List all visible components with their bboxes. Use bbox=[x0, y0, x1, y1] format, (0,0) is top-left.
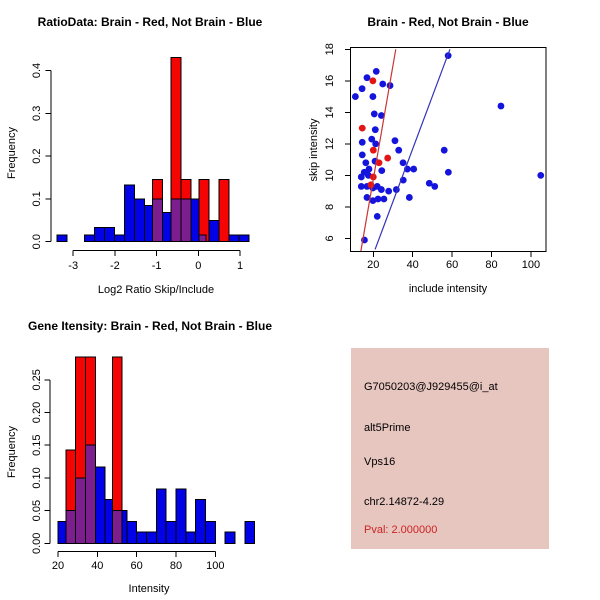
tick-label: 40 bbox=[91, 560, 104, 572]
tick-label: 40 bbox=[406, 259, 419, 271]
scatter-point-blue bbox=[395, 147, 402, 154]
scatter-point-blue bbox=[498, 103, 505, 110]
scatter-point-blue bbox=[359, 85, 366, 92]
scatter-point-blue bbox=[370, 93, 377, 100]
scatter-point-blue bbox=[374, 213, 381, 220]
gene-histogram-xlabel: Intensity bbox=[128, 583, 170, 595]
tick-label: 80 bbox=[485, 259, 498, 271]
tick-label: -2 bbox=[110, 260, 120, 272]
tick-label: 60 bbox=[130, 560, 143, 572]
ratio-histogram-panel bbox=[6, 15, 263, 296]
histogram-bar-blue bbox=[95, 467, 105, 544]
histogram-bar-purple bbox=[112, 511, 122, 544]
histogram-bar-blue bbox=[166, 522, 176, 544]
tick-label: 0 bbox=[195, 260, 202, 272]
tick-label: 0.15 bbox=[31, 434, 43, 456]
scatter-title: Brain - Red, Not Brain - Blue bbox=[367, 15, 529, 29]
tick-label: 20 bbox=[51, 560, 65, 572]
gene-histogram-ylabel: Frequency bbox=[6, 426, 18, 478]
tick-label: -1 bbox=[151, 260, 162, 272]
regression-line-blue bbox=[375, 49, 450, 249]
tick-label: 10 bbox=[324, 169, 336, 182]
scatter-point-blue bbox=[362, 159, 369, 166]
scatter-point-blue bbox=[441, 147, 448, 154]
scatter-point-blue bbox=[372, 140, 379, 147]
scatter-xlabel: include intensity bbox=[408, 283, 488, 295]
scatter-ylabel: skip intensity bbox=[308, 118, 320, 182]
histogram-bar-blue bbox=[58, 522, 66, 544]
tick-label: 60 bbox=[445, 259, 459, 271]
gene-histogram-title: Gene Itensity: Brain - Red, Not Brain - Blue bbox=[27, 319, 273, 333]
histogram-bar-blue bbox=[105, 499, 112, 543]
tick-label: 0.3 bbox=[31, 105, 43, 121]
tick-label: 20 bbox=[367, 259, 380, 271]
scatter-point-blue bbox=[371, 111, 378, 118]
histogram-bar-blue bbox=[196, 499, 206, 543]
tick-label: 0.2 bbox=[31, 148, 43, 164]
histogram-bar-blue bbox=[162, 213, 170, 242]
histogram-bar-blue bbox=[84, 235, 94, 242]
ratio-histogram-title: RatioData: Brain - Red, Not Brain - Blue bbox=[37, 15, 263, 29]
scatter-point-red bbox=[359, 125, 366, 132]
histogram-bar-blue bbox=[156, 489, 166, 543]
scatter-point-blue bbox=[352, 93, 359, 100]
scatter-point-red bbox=[370, 147, 377, 154]
scatter-panel bbox=[308, 15, 546, 295]
histogram-bar-blue bbox=[229, 235, 239, 242]
histogram-bar-purple bbox=[66, 511, 76, 544]
gene-histogram-plot bbox=[31, 357, 255, 572]
scatter-point-blue bbox=[364, 74, 371, 81]
scatter-point-blue bbox=[445, 169, 452, 176]
histogram-bar-blue bbox=[146, 532, 156, 543]
tick-label: 12 bbox=[324, 137, 336, 150]
tick-label: 18 bbox=[324, 43, 336, 56]
histogram-bar-blue bbox=[209, 220, 219, 241]
scatter-point-blue bbox=[431, 183, 438, 190]
info-panel bbox=[351, 348, 549, 549]
info-line-pval: Pval: 2.000000 bbox=[364, 524, 438, 536]
tick-label: 100 bbox=[206, 560, 225, 572]
tick-label: 0.4 bbox=[31, 62, 43, 79]
histogram-bar-purple bbox=[152, 199, 162, 242]
tick-label: 6 bbox=[324, 235, 336, 242]
histogram-bar-blue bbox=[176, 489, 186, 543]
ratio-histogram-plot bbox=[31, 58, 249, 272]
histogram-bar-purple bbox=[199, 235, 206, 242]
info-line-locus: chr2.14872-4.29 bbox=[364, 496, 445, 508]
scatter-point-blue bbox=[358, 174, 365, 181]
scatter-point-blue bbox=[378, 167, 385, 174]
gene-histogram-panel bbox=[6, 319, 272, 595]
tick-label: 100 bbox=[521, 259, 541, 271]
scatter-point-blue bbox=[372, 126, 379, 133]
histogram-bar-blue bbox=[186, 532, 196, 543]
histogram-bar-blue bbox=[245, 522, 255, 544]
tick-label: 14 bbox=[324, 106, 336, 119]
histogram-bar-blue bbox=[134, 199, 144, 242]
histogram-bar-purple bbox=[76, 478, 86, 543]
scatter-point-blue bbox=[537, 172, 544, 179]
histogram-bar-blue bbox=[239, 235, 249, 242]
tick-label: 80 bbox=[169, 560, 183, 572]
scatter-point-blue bbox=[379, 81, 386, 88]
ratio-histogram-xlabel: Log2 Ratio Skip/Include bbox=[97, 284, 215, 296]
scatter-point-red bbox=[370, 77, 377, 84]
scatter-point-blue bbox=[378, 186, 385, 193]
info-line-gene-name: Vps16 bbox=[364, 456, 396, 468]
plot-box bbox=[351, 48, 546, 252]
histogram-bar-blue bbox=[122, 511, 127, 544]
tick-label: 0.10 bbox=[31, 467, 43, 489]
tick-label: 0.05 bbox=[31, 499, 43, 522]
tick-label: 16 bbox=[324, 74, 336, 87]
tick-label: 1 bbox=[236, 260, 244, 272]
histogram-bar-blue bbox=[94, 228, 104, 242]
histogram-bar-red bbox=[199, 180, 209, 242]
histogram-bar-blue bbox=[205, 522, 215, 544]
scatter-point-blue bbox=[381, 196, 388, 203]
histogram-bar-red bbox=[219, 180, 229, 242]
scatter-point-blue bbox=[385, 188, 392, 195]
tick-label: 0.00 bbox=[31, 532, 43, 555]
scatter-point-blue bbox=[359, 151, 366, 158]
scatter-plot bbox=[324, 43, 546, 271]
tick-label: 0.1 bbox=[31, 191, 43, 207]
tick-label: -3 bbox=[68, 260, 79, 272]
histogram-bar-blue bbox=[127, 522, 137, 544]
histogram-bar-blue bbox=[225, 532, 235, 543]
tick-label: 0.20 bbox=[31, 401, 43, 424]
histogram-bar-purple bbox=[171, 199, 181, 242]
scatter-point-red bbox=[384, 155, 391, 162]
ratio-histogram-ylabel: Frequency bbox=[6, 127, 18, 179]
scatter-point-blue bbox=[400, 159, 407, 166]
scatter-point-blue bbox=[392, 137, 399, 144]
histogram-bar-blue bbox=[57, 235, 67, 242]
scatter-point-blue bbox=[373, 68, 380, 75]
scatter-point-blue bbox=[406, 194, 413, 201]
histogram-bar-blue bbox=[104, 228, 114, 242]
tick-label: 0.25 bbox=[31, 369, 43, 391]
info-line-splice-type: alt5Prime bbox=[364, 422, 411, 434]
tick-label: 0.0 bbox=[31, 234, 43, 250]
histogram-bar-purple bbox=[181, 199, 191, 242]
histogram-bar-blue bbox=[137, 532, 147, 543]
scatter-point-blue bbox=[359, 139, 366, 146]
histogram-bar-blue bbox=[124, 185, 134, 242]
tick-label: 8 bbox=[324, 203, 336, 210]
histogram-bar-blue bbox=[114, 235, 124, 242]
scatter-point-blue bbox=[410, 166, 417, 173]
info-line-probe-id: G7050203@J929455@i_at bbox=[364, 381, 498, 393]
histogram-bar-purple bbox=[86, 445, 96, 543]
scatter-point-blue bbox=[375, 196, 382, 203]
